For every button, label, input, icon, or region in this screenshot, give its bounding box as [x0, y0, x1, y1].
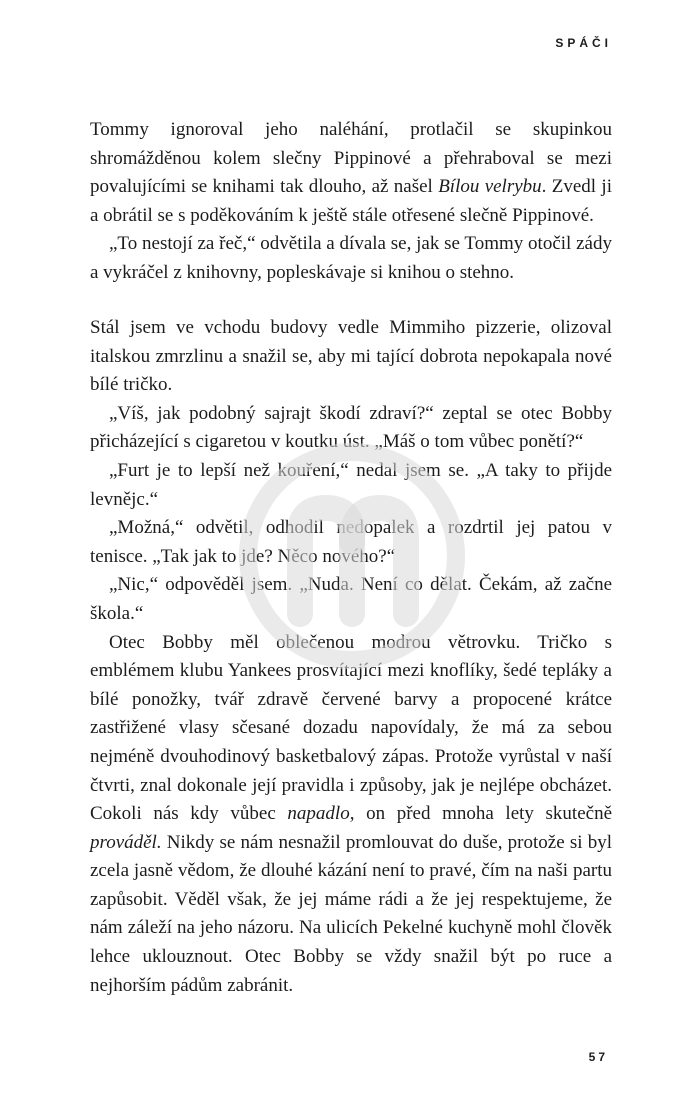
running-head: SPÁČI [555, 36, 612, 50]
section-1 [90, 116, 612, 288]
paragraph: „Nic,“ odpověděl jsem. „Nuda. Není co dělat. Čekám, až začne škola.“ [90, 574, 612, 624]
paragraph-text: , on před mnoha lety skutečně [349, 803, 612, 825]
page-number: 57 [588, 1050, 608, 1064]
paragraph: „To nestojí za řeč,“ odvětila a dívala se, jak se Tommy otočil zády a vykráčel z knihovny, popleskávaje si knihou o stehno. [90, 233, 612, 283]
italic-word: prováděl. [90, 831, 162, 853]
paragraph-text: Tommy ignoroval jeho naléhání, protlačil se skupinkou shromážděnou kolem slečny Pippinové a přehraboval se mezi povalujícími se knihami tak dlouho, až našel [90, 119, 612, 198]
paragraph: „Furt je to lepší než kouření,“ nedal jsem se. „A taky to přijde levnějc.“ [90, 459, 612, 510]
paragraph: „Víš, jak podobný sajrajt škodí zdraví?“ zeptal se otec Bobby přicházející s cigaretou v koutku úst. „Máš o tom vůbec ponětí?“ [90, 402, 612, 453]
paragraph: „Možná,“ odvětil, odhodil nedopalek a rozdrtil jej patou v tenisce. „Tak jak to jde? Něco nového?“ [90, 517, 612, 567]
paragraph [90, 629, 612, 1001]
book-title-italic: Bílou velrybu [438, 176, 542, 198]
paragraph: Stál jsem ve vchodu budovy vedle Mimmiho pizzerie, olizoval italskou zmrzlinu a snažil se, aby mi tající dobrota nepokapala nové bílé tričko. [90, 317, 612, 396]
italic-word: napadlo [287, 803, 350, 825]
paragraph-text: Otec Bobby měl oblečenou modrou větrovku. Tričko s emblémem klubu Yankees prosvítající mezi knoflíky, šedé tepláky a bílé ponožky, tvář zdravě červené barvy a propocené krátce zastřižené vlasy sčesané dozadu napovídaly, že má za sebou nejméně dvouhodinový basketbalový zápas. Protože vyrůstal v naší čtvrti, znal dokonale její pravidla i způsoby, jak je nejlépe obcházet. Cokoli nás kdy vůbec [90, 631, 612, 825]
paragraph-text: . Zvedl ji a obrátil se s poděkováním k ještě stále otřesené slečně Pippinové. [90, 176, 612, 226]
paragraph [90, 116, 612, 230]
paragraph-text: Nikdy se nám nesnažil promlouvat do duše, protože si byl zcela jasně vědom, že dlouhé kázání není to pravé, čím na naši partu zapůsobit. Věděl však, že jej máme rádi a že jej respektujeme, že nám záleží na jeho názoru. Na ulicích Pekelné kuchyně mohl člověk lehce uklouznout. Otec Bobby se vždy snažil být po ruce a nejhorším pádům zabránit. [90, 831, 612, 996]
section-2 [90, 314, 612, 1000]
